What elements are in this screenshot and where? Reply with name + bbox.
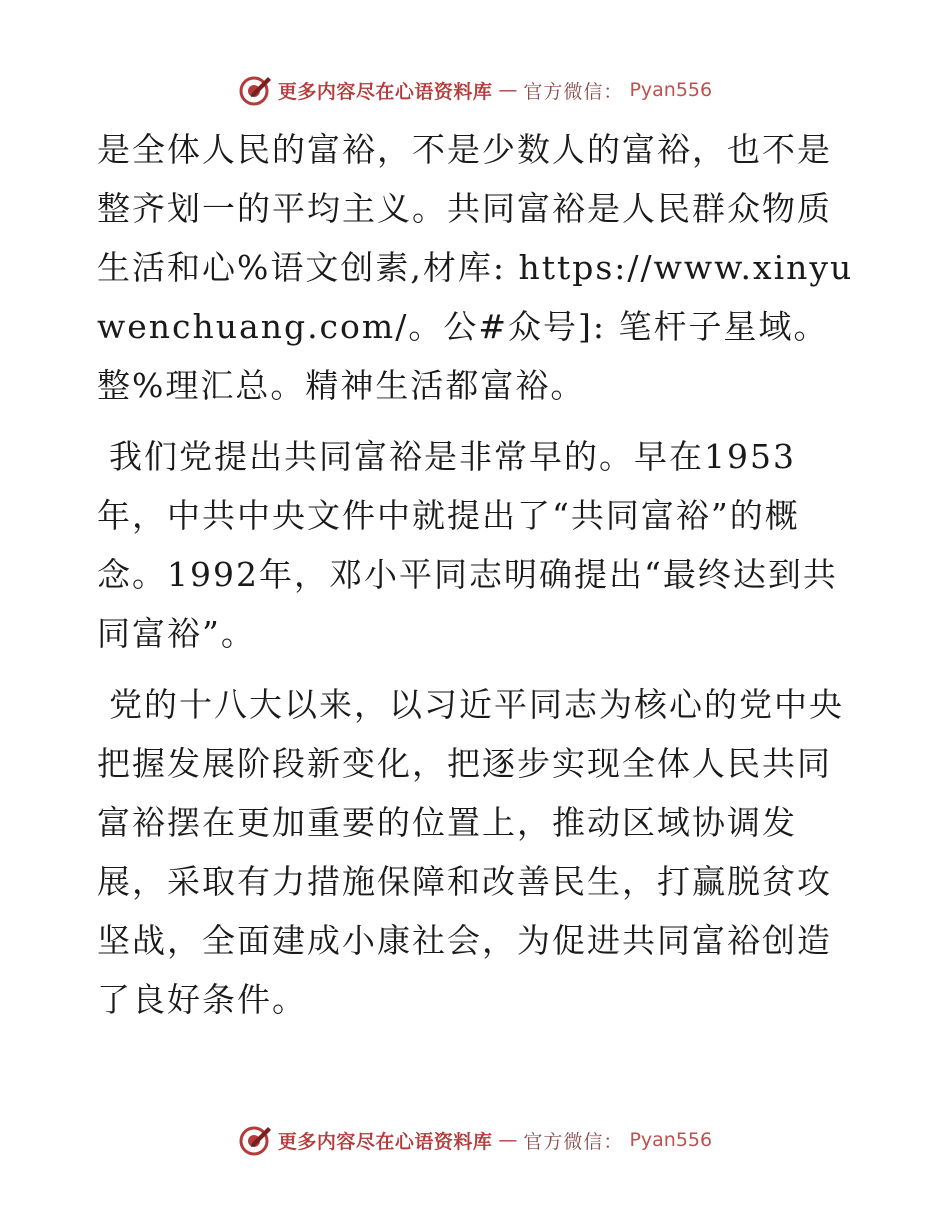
paragraph-3: 党的十八大以来，以习近平同志为核心的党中央把握发展阶段新变化，把逐步实现全体人民共同富裕摆在更加重要的位置上，推动区域协调发展，采取有力措施保障和改善民生，打赢脱贫攻坚战，全面建成小康社会，为促进共同富裕创造了良好条件。 bbox=[97, 685, 844, 1019]
paragraph-1: 是全体人民的富裕，不是少数人的富裕，也不是整齐划一的平均主义。共同富裕是人民群众物质生活和心%语文创素,材库: https://www.xinyuwenchuang.com/。公#众号]: 笔杆子星域。整%理汇总。精神生活都富裕。 bbox=[97, 130, 854, 405]
banner-wechat-label: 官方微信： bbox=[523, 1130, 624, 1153]
banner-dash: — bbox=[498, 1129, 518, 1151]
banner-dash: — bbox=[498, 79, 518, 101]
banner-wechat-id: Pyan556 bbox=[629, 1129, 713, 1151]
banner-site-text: 更多内容尽在心语资料库 bbox=[277, 1130, 493, 1153]
header-banner bbox=[0, 70, 950, 110]
banner-wechat-label: 官方微信： bbox=[523, 80, 624, 103]
pen-logo-icon bbox=[238, 73, 272, 107]
paragraph-2: 我们党提出共同富裕是非常早的。早在1953年，中共中央文件中就提出了“共同富裕”的概念。1992年，邓小平同志明确提出“最终达到共同富裕”。 bbox=[97, 437, 838, 653]
banner-wechat-id: Pyan556 bbox=[629, 79, 713, 101]
footer-banner bbox=[0, 1120, 950, 1160]
pen-logo-icon bbox=[238, 1123, 272, 1157]
banner-site-text: 更多内容尽在心语资料库 bbox=[277, 80, 493, 103]
document-body bbox=[97, 120, 857, 1041]
